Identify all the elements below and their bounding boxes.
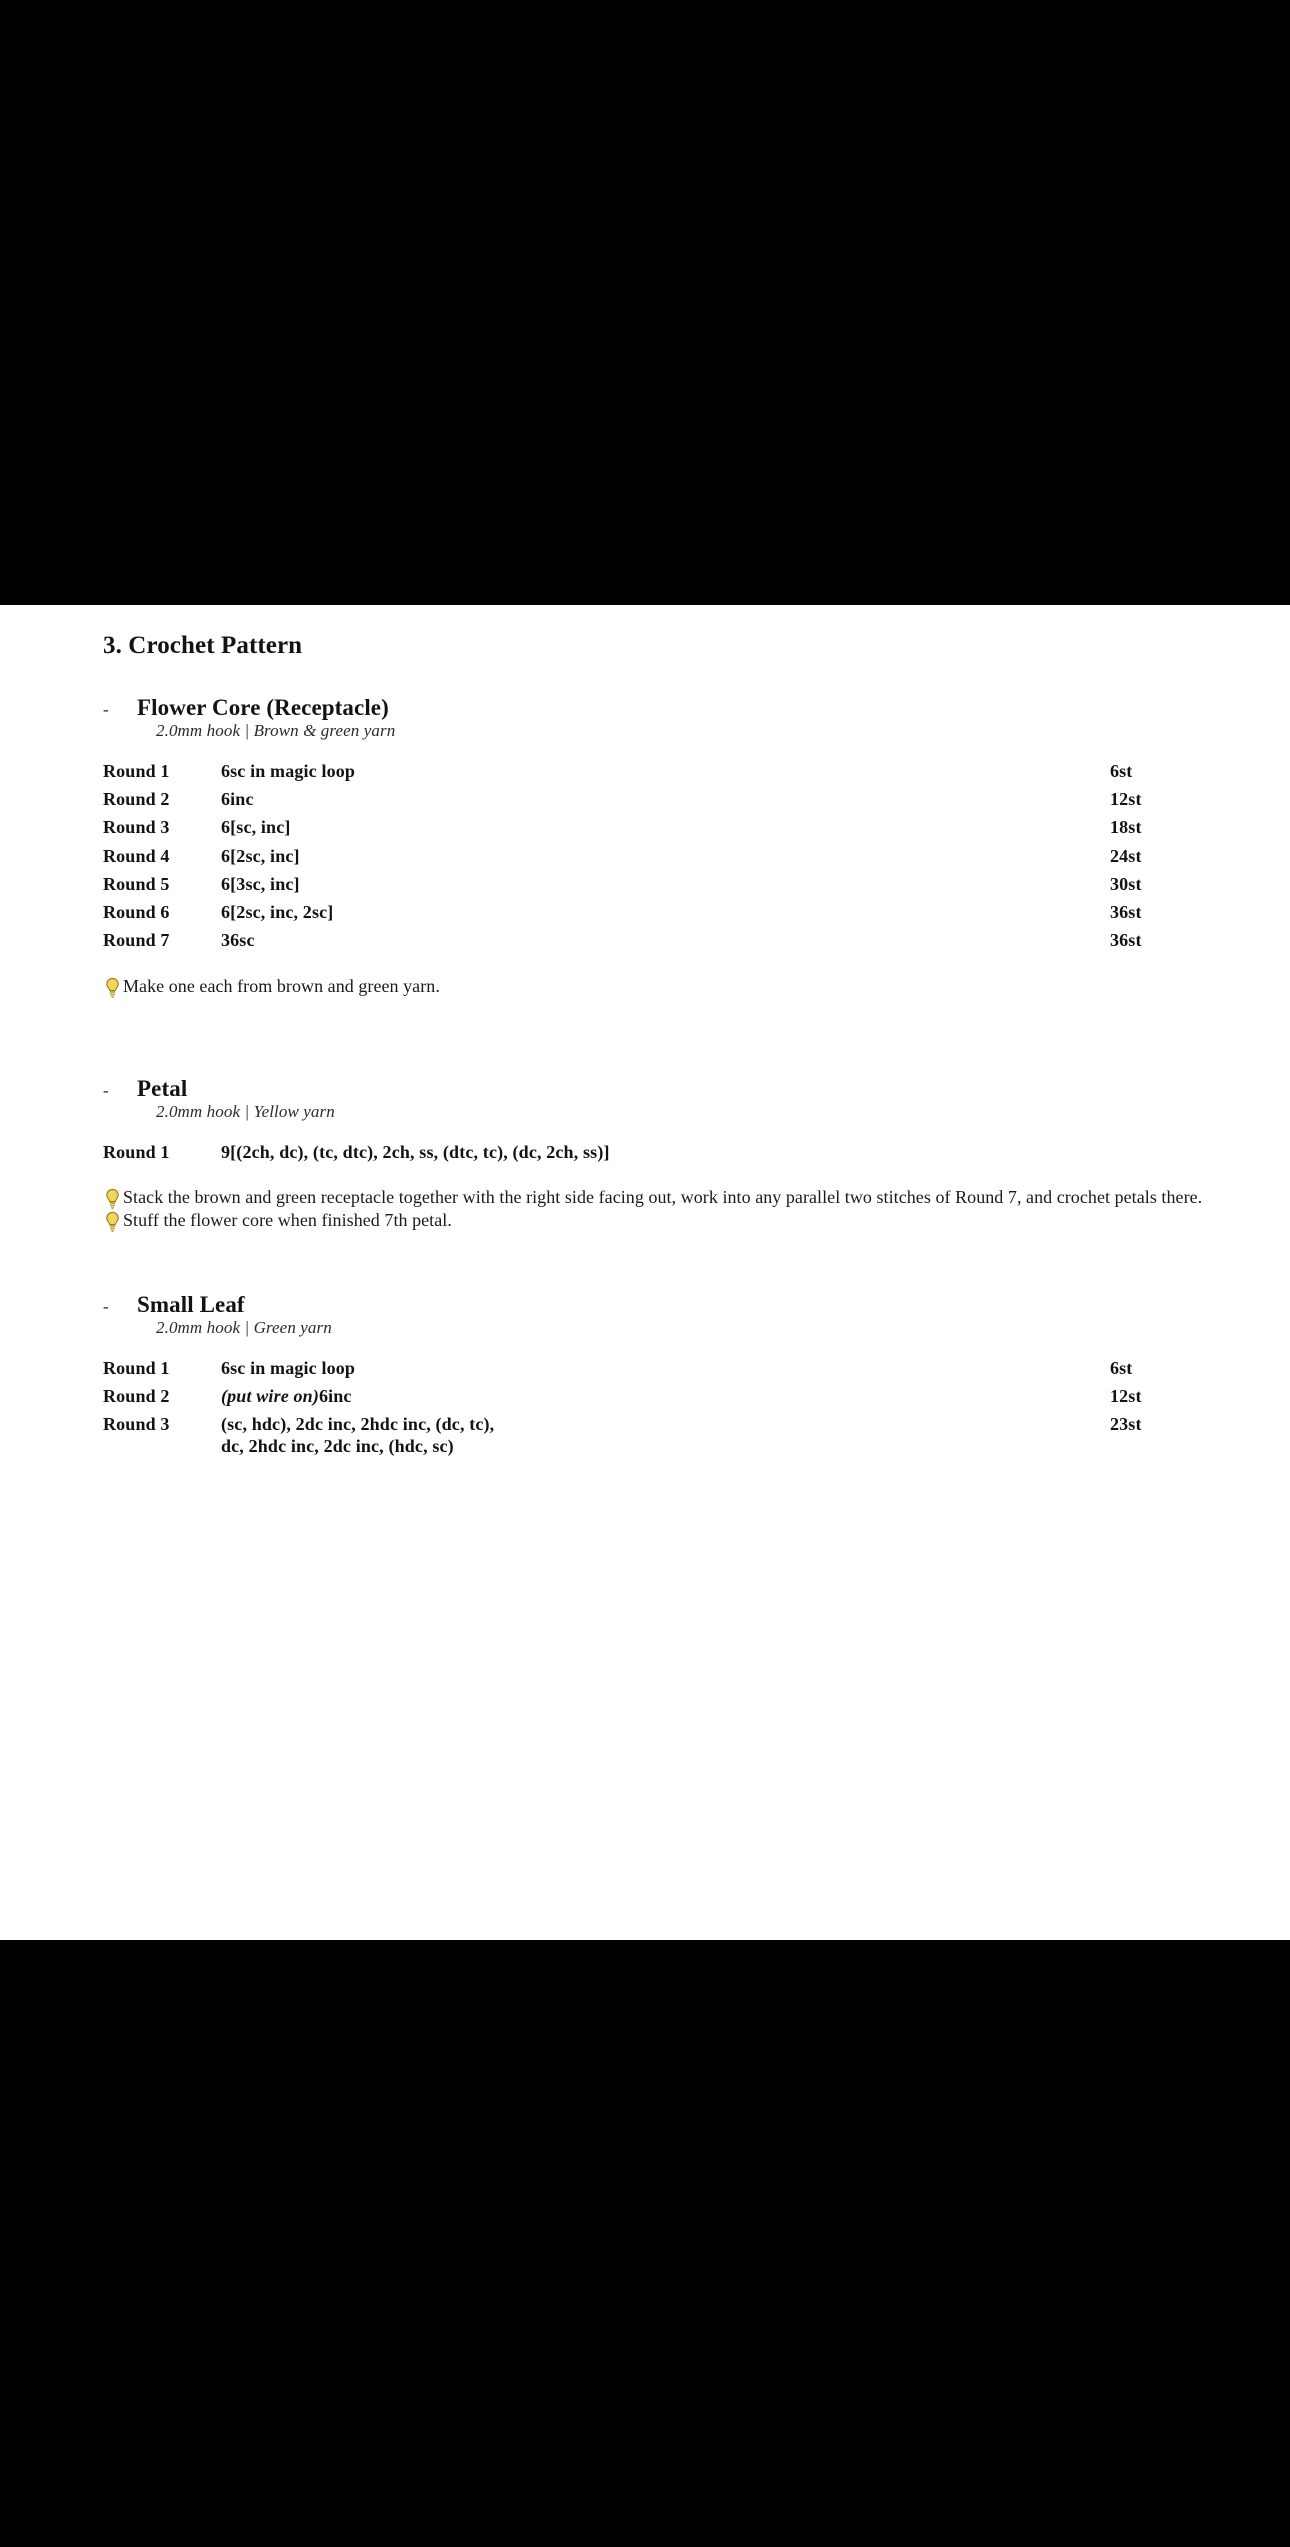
spacer [103,959,1230,975]
tip-note [103,1209,1230,1232]
lightbulb-icon [103,977,122,999]
section-title-row [103,1292,1230,1318]
round-count: 12st [1110,789,1142,810]
section-title: Small Leaf [137,1291,245,1317]
section-subtitle: 2.0mm hook | Brown & green yarn [156,721,396,740]
section-flower-core [60,695,1230,998]
spacer [60,1232,1230,1292]
bullet-dash-icon: - [103,1296,109,1316]
section-subtitle: 2.0mm hook | Yellow yarn [156,1101,335,1121]
section-small-leaf [60,1292,1230,1464]
tip-text: Make one each from brown and green yarn. [123,975,440,996]
round-instruction-italic-prefix: (put wire on) [221,1386,319,1407]
section-subtitle: 2.0mm hook | Green yarn [156,1317,332,1337]
lightbulb-icon [103,1188,122,1210]
round-label: Round 1 [103,761,170,781]
round-label: Round 3 [103,817,170,838]
section-title-row [103,695,1230,721]
tip-note [103,975,1230,998]
rounds-table-petal [103,1142,1230,1170]
rounds-table-small-leaf [103,1358,1230,1464]
round-label: Round 6 [103,902,170,923]
tip-note [103,1186,1230,1209]
document-page [0,605,1290,1940]
spacer [60,661,1230,695]
table-row [103,1358,1230,1386]
table-row [103,874,1230,902]
round-count: 30st [1110,873,1142,894]
round-count: 6st [1110,1357,1133,1378]
round-count: 36st [1110,930,1142,951]
round-instruction: 6[sc, inc] [221,817,291,838]
table-row [103,902,1230,930]
round-instruction: 6[3sc, inc] [221,873,300,894]
tip-text: Stuff the flower core when finished 7th petal. [123,1209,452,1230]
table-row [103,761,1230,789]
round-instruction: 6[2sc, inc, 2sc] [221,902,334,923]
round-label: Round 4 [103,845,170,866]
bullet-dash-icon: - [103,1080,109,1100]
round-count: 36st [1110,902,1142,923]
spacer [103,1170,1230,1186]
table-row [103,1414,1230,1463]
round-count: 23st [1110,1414,1142,1435]
round-label: Round 1 [103,1357,170,1378]
table-row [103,789,1230,817]
section-title: Flower Core (Receptacle) [137,695,389,720]
round-label: Round 1 [103,1141,170,1162]
lightbulb-icon [103,1211,122,1233]
round-label: Round 5 [103,873,170,894]
round-label: Round 2 [103,789,170,810]
tip-text: Stack the brown and green receptacle together with the right side facing out, work into any parallel two stitches of Round 7, and crochet petals there. [123,1186,1203,1207]
round-instruction: 6sc in magic loop [221,1357,356,1378]
round-instruction: 9[(2ch, dc), (tc, dtc), 2ch, ss, (dtc, tc), (dc, 2ch, ss)] [221,1141,610,1162]
page-title: 3. Crochet Pattern [103,632,303,659]
bullet-dash-icon: - [103,700,109,719]
table-row [103,846,1230,874]
round-count: 24st [1110,845,1142,866]
round-instruction: 6sc in magic loop [221,761,356,781]
round-count: 12st [1110,1386,1142,1407]
round-label: Round 7 [103,930,170,951]
round-instruction: 6[2sc, inc] [221,845,300,866]
rounds-table-flower-core [103,761,1230,959]
round-count: 6st [1110,761,1133,781]
section-petal [60,1076,1230,1232]
round-instruction: 6inc [221,789,254,810]
round-label: Round 3 [103,1414,170,1435]
section-title: Petal [137,1075,188,1101]
round-instruction-line-2: dc, 2hdc inc, 2dc inc, (hdc, sc) [221,1435,454,1456]
table-row [103,930,1230,958]
table-row [103,1386,1230,1414]
round-instruction [221,1386,1110,1414]
round-instruction-line-1: (sc, hdc), 2dc inc, 2hdc inc, (dc, tc), [221,1414,495,1435]
round-instruction [221,1414,1110,1463]
spacer [60,998,1230,1076]
round-instruction: 36sc [221,930,255,951]
table-row [103,817,1230,845]
round-count: 18st [1110,817,1142,838]
round-label: Round 2 [103,1386,170,1407]
table-row [103,1142,1230,1170]
round-instruction-main: 6inc [318,1386,352,1407]
section-title-row [103,1076,1230,1102]
